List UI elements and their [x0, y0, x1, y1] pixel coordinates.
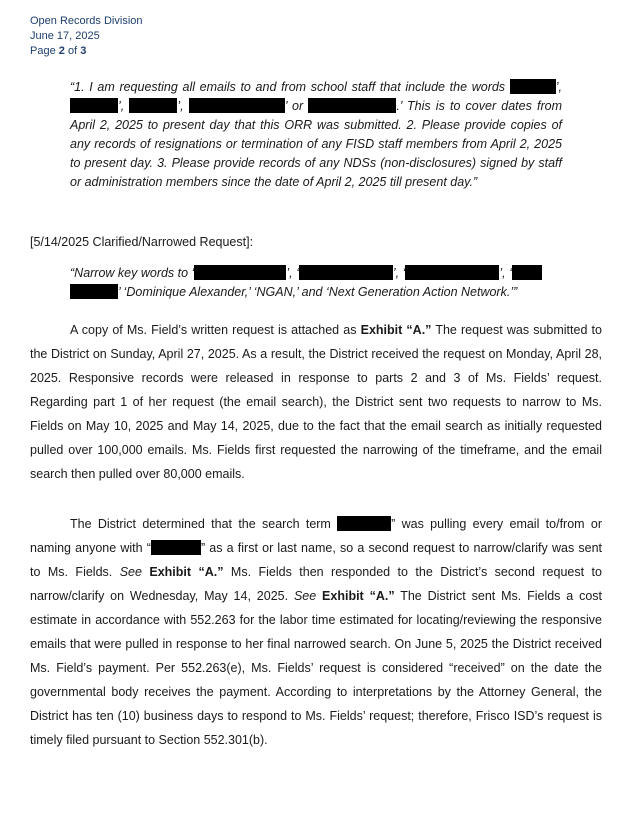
redaction: [299, 265, 393, 280]
letter-date: June 17, 2025: [30, 30, 100, 42]
redaction: [189, 98, 285, 113]
exhibit-reference: Exhibit “A.”: [149, 565, 224, 579]
redaction: [512, 265, 542, 280]
redaction: [510, 79, 556, 94]
narrowed-request-quote: “Narrow key words to ‘ ’, ‘ ’, ‘ ’, ‘ ’ ‘Dominique Alexander,’ ‘NGAN,’ and ‘Next Generation Action Network.’”: [70, 264, 562, 302]
letter-header: [30, 14, 143, 59]
redaction: [70, 284, 118, 299]
paragraph-request-timeline: A copy of Ms. Field’s written request is attached as Exhibit “A.” The request was submitted to the District on Sunday, April 27, 2025. As a result, the District received the request on Monday, April 28, 2025. Responsive records were released in response to parts 2 and 3 of Ms. Fields’ request. Regarding part 1 of her request (the email search), the District sent two requests to narrow to Ms. Fields on May 10, 2025 and May 14, 2025, due to the fact that the email search as initially requested pulled over 100,000 emails. Ms. Fields first requested the narrowing of the timeframe, and the email search then pulled over 80,000 emails.: [30, 323, 602, 481]
redaction: [194, 265, 286, 280]
redaction: [405, 265, 499, 280]
redaction: [70, 98, 118, 113]
exhibit-reference: Exhibit “A.”: [360, 323, 432, 337]
original-request-quote: “1. I am requesting all emails to and from school staff that include the words ’, ’, ’, ’ or .’ This is to cover dates from April 2, 2025 to present day that this ORR was submitted. 2. Please provide copies of any records of resignations or termination of any FISD staff members from April 2, 2025 to present day. 3. Please provide records of any NDSs (non-disclosures) signed by staff or administration members since the date of April 2, 2025 till present day.”: [70, 80, 562, 189]
page-indicator: Page 2 of 3: [30, 45, 87, 57]
exhibit-reference: Exhibit “A.”: [322, 589, 395, 603]
redaction: [129, 98, 177, 113]
paragraph-narrowing-details: The District determined that the search term ” was pulling every email to/from or naming anyone with “ ” as a first or last name, so a second request to narrow/clarify was sent to Ms. Fields. See Exhibit “A.” Ms. Fields then responded to the District’s second request to narrow/clarify on Wednesday, May 14, 2025. See Exhibit “A.” The District sent Ms. Fields a cost estimate in accordance with 552.263 for the labor time estimated for locating/reviewing the responsive emails that were pulled in response to her final narrowed search. On June 5, 2025 the District received Ms. Field’s payment. Per 552.263(e), Ms. Fields’ request is considered “received” on the date the governmental body receives the payment. According to interpretations by the Attorney General, the District has ten (10) business days to respond to Ms. Fields’ request; therefore, Frisco ISD’s request is timely filed pursuant to Section 552.301(b).: [30, 517, 602, 747]
clarified-request-heading: [5/14/2025 Clarified/Narrowed Request]:: [30, 235, 254, 249]
division-name: Open Records Division: [30, 15, 143, 27]
redaction: [151, 540, 201, 555]
redaction: [337, 516, 391, 531]
redaction: [308, 98, 396, 113]
